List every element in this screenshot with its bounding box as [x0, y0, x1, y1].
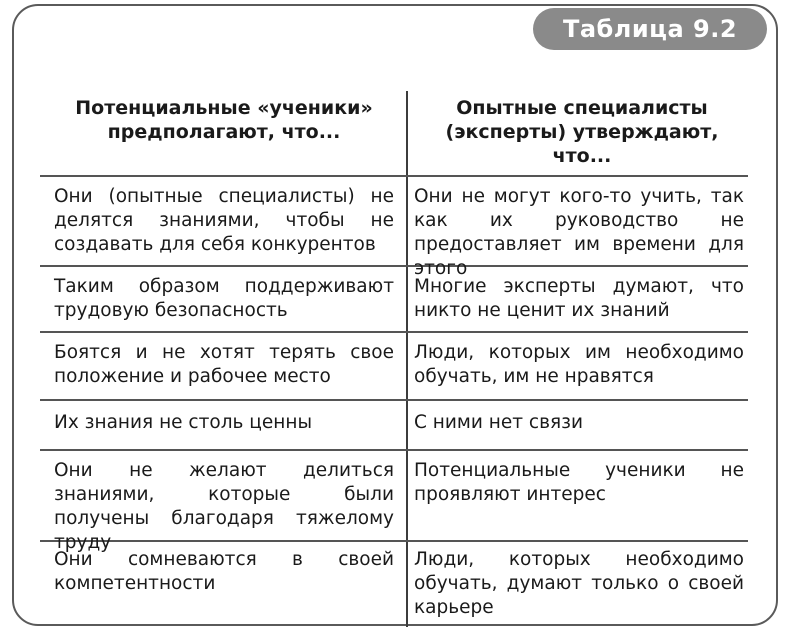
table-cell-right: Потенциальные ученики не проявляют интерес: [414, 460, 744, 505]
right-column-header: [414, 96, 750, 168]
left-column-header: [48, 96, 400, 144]
table-number-badge: Таблица 9.2: [533, 8, 767, 50]
table-cell-right: С ними нет связи: [414, 412, 583, 433]
right-header-line-3: что...: [552, 145, 612, 167]
table-cell-left: Боятся и не хотят терять свое положение и рабочее место: [54, 342, 394, 387]
table-cell-left: Они не желают делиться знаниями, которые были получены благодаря тяжелому труду: [54, 460, 394, 553]
table-cell-left: Их знания не столь ценны: [54, 412, 313, 433]
row-divider: [40, 399, 748, 401]
right-header-line-1: Опытные специалисты: [456, 97, 708, 119]
table-cell-left: Они (опытные специалисты) не делятся знаниями, чтобы не создавать для себя конкурентов: [54, 186, 394, 255]
table-cell-left: Таким образом поддерживают трудовую безопасность: [54, 276, 394, 321]
table-cell-right: Они не могут кого-то учить, так как их руководство не предоставляет им времени для этого: [414, 186, 744, 279]
column-divider: [406, 91, 408, 627]
right-header-line-2: (эксперты) утверждают,: [445, 121, 719, 143]
row-divider: [40, 331, 748, 333]
row-divider: [40, 449, 748, 451]
table-cell-right: Многие эксперты думают, что никто не ценит их знаний: [414, 276, 744, 321]
left-header-line-2: предполагают, что...: [107, 121, 341, 143]
table-cell-right: Люди, которых необходимо обучать, думают только о своей карьере: [414, 549, 744, 618]
table-cell-left: Они сомневаются в своей компетентности: [54, 549, 394, 594]
left-header-line-1: Потенциальные «ученики»: [75, 97, 373, 119]
table-cell-right: Люди, которых им необходимо обучать, им не нравятся: [414, 342, 744, 387]
row-divider: [40, 175, 748, 177]
